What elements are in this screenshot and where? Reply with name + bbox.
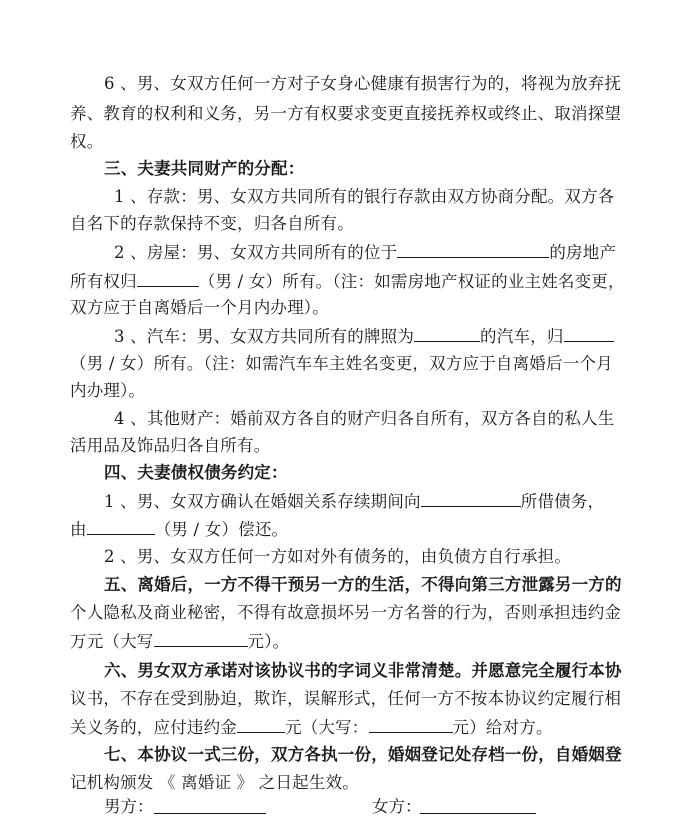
clause-five-line-1: 五、离婚后，一方不得干预另一方的生活，不得向第三方泄露另一方的: [104, 575, 622, 594]
male-party-label: 男方：: [104, 797, 154, 816]
car-owner-blank[interactable]: [564, 325, 614, 342]
clause-six-line-1: 6 、男、女双方任何一方对子女身心健康有损害行为的，将视为放弃抚: [104, 74, 622, 93]
house-owner-blank[interactable]: [137, 270, 199, 287]
female-party-label: 女方：: [372, 797, 422, 816]
debt-clause-line-2: 由 （男 / 女）偿还。: [70, 520, 289, 539]
other-property-line-1: 4 、其他财产：婚前双方各自的财产归各自所有，双方各自的私人生: [114, 409, 615, 428]
car-clause-line-2: （男 / 女）所有。（注：如需汽车车主姓名变更，双方应于自离婚后一个月: [70, 354, 613, 373]
external-debt-clause: 2 、男、女双方任何一方如对外有债务的，由负债方自行承担。: [104, 547, 572, 566]
deposit-clause-line-1: 1 、存款：男、女双方共同所有的银行存款由双方协商分配。双方各: [114, 187, 615, 206]
creditor-blank[interactable]: [421, 490, 521, 507]
deposit-clause-line-2: 自名下的存款保持不变，归各自所有。: [70, 214, 354, 233]
penalty-amount-capital-blank[interactable]: [369, 716, 453, 733]
house-clause-line-3: 双方应于自离婚后一个月内办理）。: [70, 298, 329, 317]
clause-six-commitment-line-2: 议书，不存在受到胁迫，欺诈，误解形式，任何一方不按本协议约定履行相: [70, 689, 622, 708]
other-property-line-2: 活用品及饰品归各自所有。: [70, 436, 271, 455]
clause-six-line-2: 养、教育的权利和义务，另一方有权要求变更直接抚养权或终止、取消探望: [70, 104, 622, 123]
clause-seven-line-2: 记机构颁发 《 离婚证 》 之日起生效。: [70, 773, 359, 792]
car-clause-line-1: 3 、汽车：男、女双方共同所有的牌照为 的汽车，归: [114, 325, 614, 348]
male-signature-line[interactable]: [154, 813, 266, 814]
clause-seven-line-1: 七、本协议一式三份，双方各执一份，婚姻登记处存档一份，自婚姻登: [104, 745, 622, 764]
clause-five-line-3: 万元（大写 元）。: [70, 632, 290, 651]
section-heading-debts: 四、夫妻债权债务约定：: [104, 463, 288, 482]
section-heading-property: 三、夫妻共同财产的分配：: [104, 159, 305, 178]
penalty-amount-words-blank[interactable]: [154, 630, 248, 647]
clause-five-line-2: 个人隐私及商业秘密，不得有故意损坏另一方名誉的行为，否则承担违约金: [70, 603, 622, 622]
house-location-blank[interactable]: [397, 241, 549, 258]
debtor-blank[interactable]: [87, 518, 155, 535]
penalty-amount-blank[interactable]: [237, 716, 285, 733]
clause-six-line-3: 权。: [70, 132, 104, 151]
female-signature-line[interactable]: [420, 813, 536, 814]
car-plate-blank[interactable]: [414, 325, 480, 342]
car-clause-line-3: 内办理）。: [70, 381, 146, 400]
debt-clause-line-1: 1 、男、女双方确认在婚姻关系存续期间向 所借债务，: [104, 492, 605, 511]
clause-six-commitment-line-3: 关义务的，应付违约金 元（大写： 元）给对方。: [70, 718, 553, 737]
house-clause-line-2: 所有权归 （男 / 女）所有。（注：如需房地产权证的业主姓名变更，: [70, 272, 625, 291]
house-clause-line-1: 2 、房屋：男、女双方共同所有的位于 的房地产: [114, 243, 617, 262]
clause-six-commitment-line-1: 六、男女双方承诺对该协议书的字词义非常清楚。并愿意完全履行本协: [104, 661, 622, 680]
